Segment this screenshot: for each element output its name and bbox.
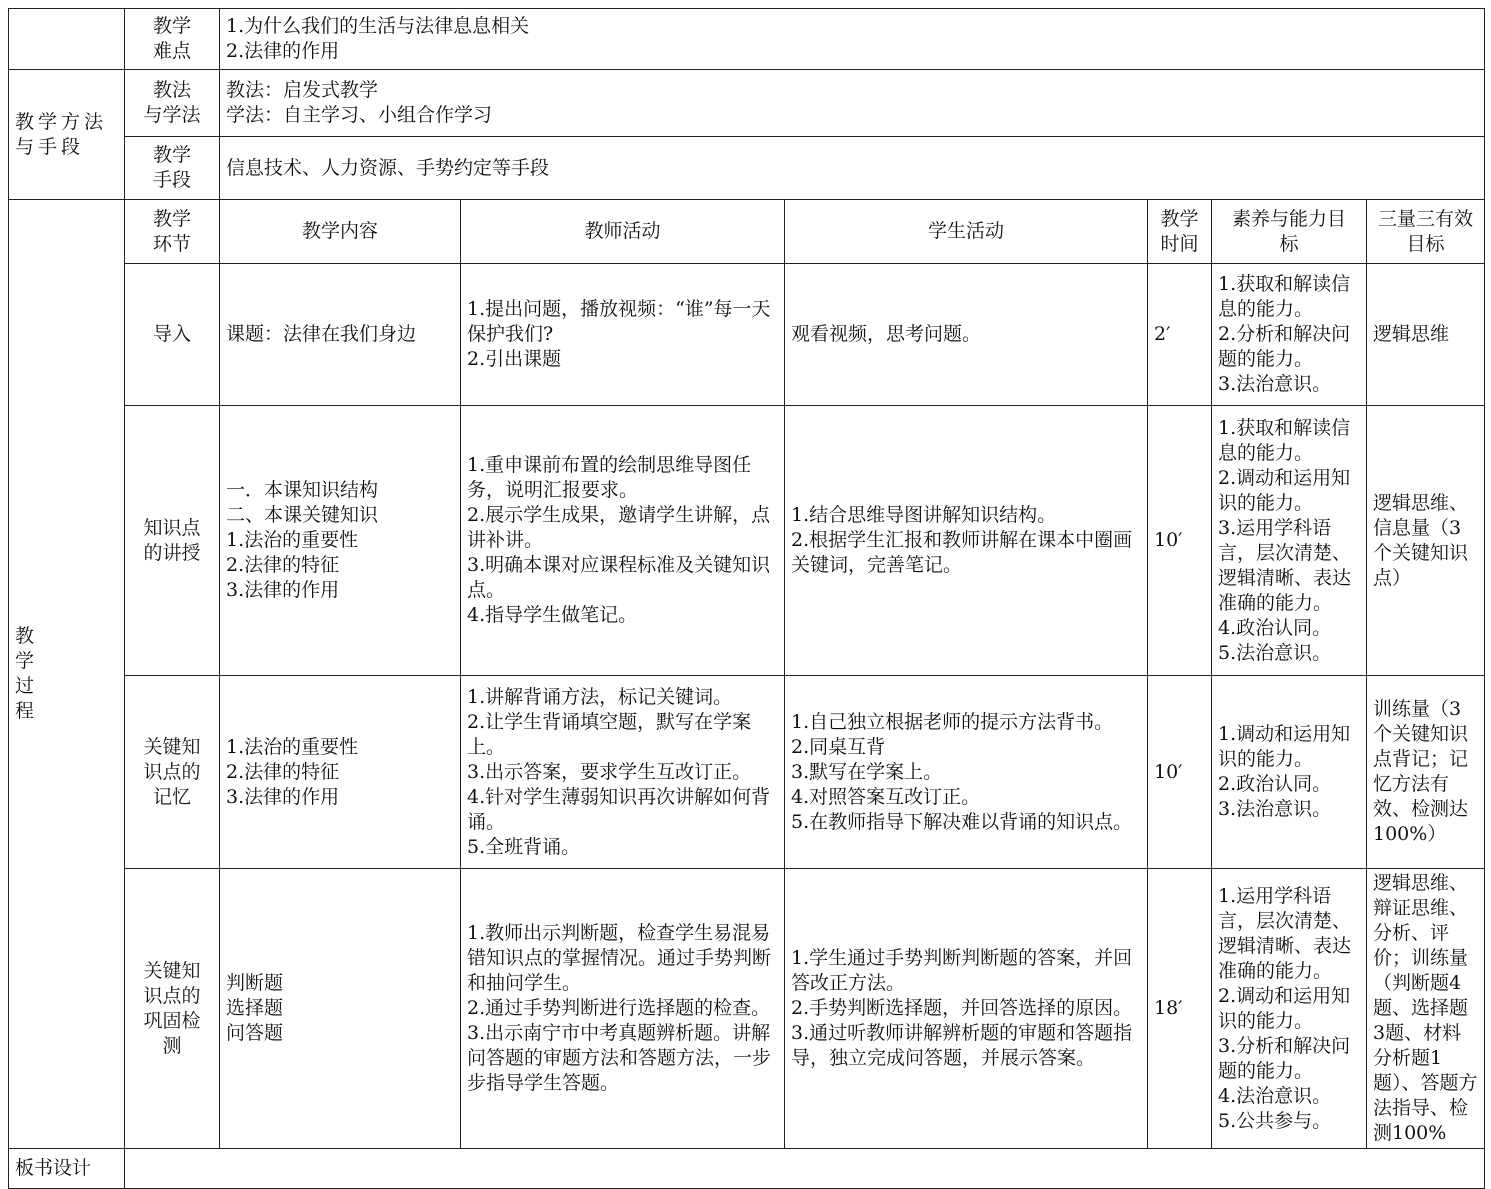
target-cell: 逻辑思维	[1367, 264, 1485, 406]
time-cell: 2′	[1148, 264, 1212, 406]
target-cell: 逻辑思维、信息量（3个关键知识点）	[1367, 406, 1485, 676]
empty-cell	[9, 9, 125, 70]
difficulty-content: 1.为什么我们的生活与法律息息相关 2.法律的作用	[220, 9, 1485, 70]
methods-section-label: 教学方法 与手段	[9, 70, 125, 200]
stage-cell: 关键知 识点的 巩固检 测	[125, 869, 220, 1149]
means-label: 教学 手段	[125, 137, 220, 200]
stage-cell: 知识点 的讲授	[125, 406, 220, 676]
time-cell: 10′	[1148, 406, 1212, 676]
stage-cell: 导入	[125, 264, 220, 406]
header-stage: 教学 环节	[125, 200, 220, 264]
teacher-activity-cell: 1.讲解背诵方法，标记关键词。 2.让学生背诵填空题，默写在学案上。 3.出示答案，要求学生互改订正。 4.针对学生薄弱知识再次讲解如何背诵。 5.全班背诵。	[461, 676, 785, 869]
target-cell: 训练量（3个关键知识点背记；记忆方法有效、检测达100%）	[1367, 676, 1485, 869]
header-teacher: 教师活动	[461, 200, 785, 264]
time-cell: 18′	[1148, 869, 1212, 1149]
content-cell: 判断题 选择题 问答题	[220, 869, 461, 1149]
header-target: 三量三有效 目标	[1367, 200, 1485, 264]
approach-content: 教法：启发式教学 学法：自主学习、小组合作学习	[220, 70, 1485, 137]
means-content: 信息技术、人力资源、手势约定等手段	[220, 137, 1485, 200]
student-activity-cell: 1.自己独立根据老师的提示方法背书。 2.同桌互背 3.默写在学案上。 4.对照答案互改订正。 5.在教师指导下解决难以背诵的知识点。	[785, 676, 1148, 869]
content-cell: 一．本课知识结构 二、本课关键知识 1.法治的重要性 2.法律的特征 3.法律的作用	[220, 406, 461, 676]
header-student: 学生活动	[785, 200, 1148, 264]
table-row	[9, 406, 1485, 676]
target-cell: 逻辑思维、辩证思维、分析、评价；训练量（判断题4题、选择题3题、材料分析题1题）、答题方法指导、检测100%	[1367, 869, 1485, 1149]
process-section-label: 教 学 过 程	[9, 200, 125, 1149]
ability-cell: 1.获取和解读信息的能力。 2.调动和运用知识的能力。 3.运用学科语言，层次清楚、逻辑清晰、表达准确的能力。 4.政治认同。 5.法治意识。	[1212, 406, 1367, 676]
student-activity-cell: 1.学生通过手势判断判断题的答案，并回答改正方法。 2.手势判断选择题，并回答选择的原因。 3.通过听教师讲解辨析题的审题和答题指导，独立完成问答题，并展示答案。	[785, 869, 1148, 1149]
header-time: 教学 时间	[1148, 200, 1212, 264]
table-row	[9, 869, 1485, 1149]
student-activity-cell: 1.结合思维导图讲解知识结构。 2.根据学生汇报和教师讲解在课本中圈画关键词，完善笔记。	[785, 406, 1148, 676]
methods-approach-row	[9, 70, 1485, 137]
board-design-content	[125, 1149, 1485, 1189]
content-cell: 课题：法律在我们身边	[220, 264, 461, 406]
difficulty-label: 教学 难点	[125, 9, 220, 70]
ability-cell: 1.调动和运用知识的能力。 2.政治认同。 3.法治意识。	[1212, 676, 1367, 869]
stage-cell: 关键知 识点的 记忆	[125, 676, 220, 869]
teacher-activity-cell: 1.提出问题，播放视频：“谁”每一天保护我们? 2.引出课题	[461, 264, 785, 406]
time-cell: 10′	[1148, 676, 1212, 869]
header-ability: 素养与能力目 标	[1212, 200, 1367, 264]
board-design-label: 板书设计	[9, 1149, 125, 1189]
content-cell: 1.法治的重要性 2.法律的特征 3.法律的作用	[220, 676, 461, 869]
approach-label: 教法 与学法	[125, 70, 220, 137]
header-content: 教学内容	[220, 200, 461, 264]
methods-means-row	[9, 137, 1485, 200]
lesson-plan-table	[8, 8, 1485, 1189]
board-design-row	[9, 1149, 1485, 1189]
table-row	[9, 676, 1485, 869]
teacher-activity-cell: 1.重申课前布置的绘制思维导图任务，说明汇报要求。 2.展示学生成果，邀请学生讲解，点讲补讲。 3.明确本课对应课程标准及关键知识点。 4.指导学生做笔记。	[461, 406, 785, 676]
student-activity-cell: 观看视频，思考问题。	[785, 264, 1148, 406]
table-row	[9, 264, 1485, 406]
ability-cell: 1.运用学科语言，层次清楚、逻辑清晰、表达准确的能力。 2.调动和运用知识的能力。 3.分析和解决问题的能力。 4.法治意识。 5.公共参与。	[1212, 869, 1367, 1149]
teacher-activity-cell: 1.教师出示判断题，检查学生易混易错知识点的掌握情况。通过手势判断和抽问学生。 2.通过手势判断进行选择题的检查。 3.出示南宁市中考真题辨析题。讲解问答题的审题方法和答题方法，一步步指导学生答题。	[461, 869, 785, 1149]
process-header-row	[9, 200, 1485, 264]
ability-cell: 1.获取和解读信息的能力。 2.分析和解决问题的能力。 3.法治意识。	[1212, 264, 1367, 406]
difficulty-row	[9, 9, 1485, 70]
